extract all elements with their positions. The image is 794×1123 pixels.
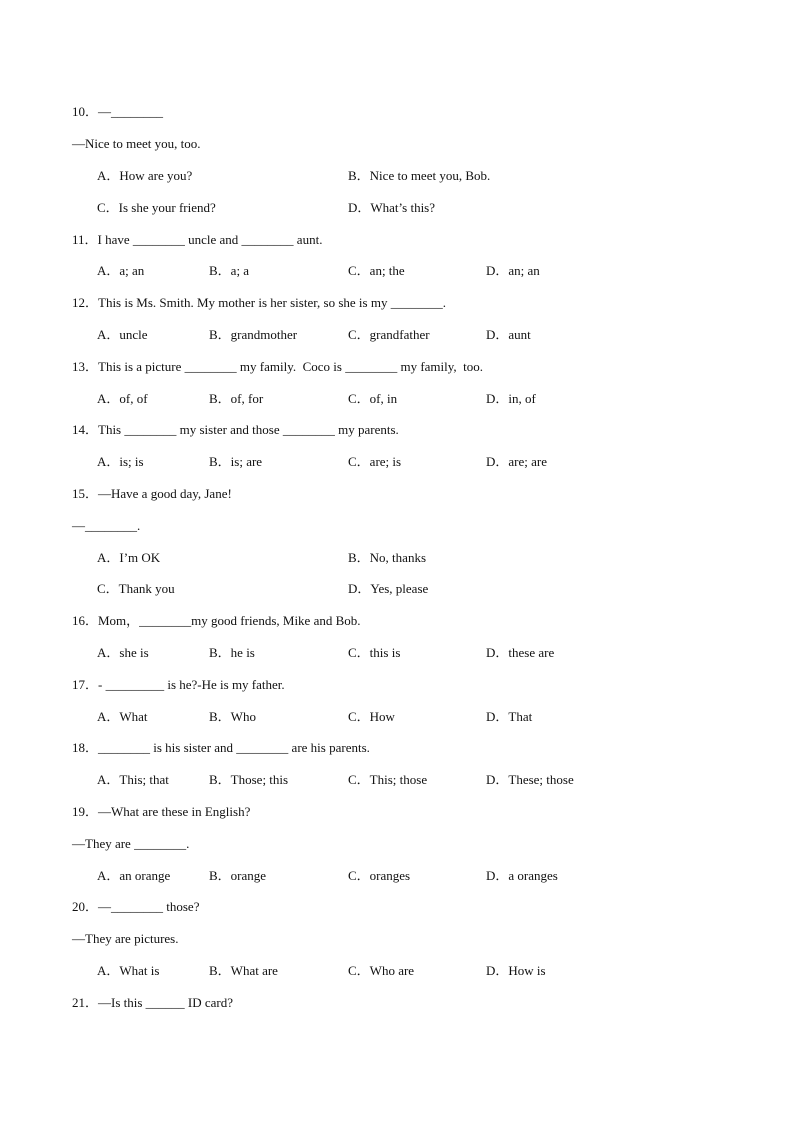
question-14-option-b: B．is; are bbox=[209, 454, 263, 469]
question-21-stem: 21．—Is this ______ ID card? bbox=[72, 995, 234, 1010]
question-10-option-a: A．How are you? bbox=[97, 168, 193, 183]
question-17-option-c: C．How bbox=[348, 709, 395, 724]
question-18-option-c: C．This; those bbox=[348, 772, 428, 787]
question-12-option-c: C．grandfather bbox=[348, 327, 430, 342]
question-19-option-c: C．oranges bbox=[348, 868, 411, 883]
question-19-option-a: A．an orange bbox=[97, 868, 171, 883]
question-15-option-d: D．Yes, please bbox=[348, 581, 429, 596]
question-11-option-d: D．an; an bbox=[486, 263, 540, 278]
question-12-option-d: D．aunt bbox=[486, 327, 531, 342]
question-16-option-c: C．this is bbox=[348, 645, 401, 660]
question-16-stem: 16．Mom，________my good friends, Mike and Bob. bbox=[72, 613, 361, 628]
question-12-option-a: A．uncle bbox=[97, 327, 148, 342]
question-10-stem: 10．—________ bbox=[72, 104, 164, 119]
question-10-option-b: B．Nice to meet you, Bob. bbox=[348, 168, 491, 183]
question-12-option-b: B．grandmother bbox=[209, 327, 298, 342]
question-16-option-a: A．she is bbox=[97, 645, 149, 660]
question-20-stem-reply: —They are pictures. bbox=[72, 931, 179, 946]
question-17-stem: 17．- _________ is he?-He is my father. bbox=[72, 677, 285, 692]
question-10-option-c: C．Is she your friend? bbox=[97, 200, 216, 215]
question-12-stem: 12．This is Ms. Smith. My mother is her sister, so she is my ________. bbox=[72, 295, 446, 310]
question-20-option-a: A．What is bbox=[97, 963, 160, 978]
question-11-option-c: C．an; the bbox=[348, 263, 405, 278]
question-13-stem: 13．This is a picture ________ my family. Coco is ________ my family, too. bbox=[72, 359, 484, 374]
question-15-stem-reply: —________. bbox=[72, 518, 141, 533]
question-13-option-b: B．of, for bbox=[209, 391, 264, 406]
question-17-option-b: B．Who bbox=[209, 709, 256, 724]
question-14-option-a: A．is; is bbox=[97, 454, 144, 469]
question-18-option-d: D．These; those bbox=[486, 772, 574, 787]
question-13-option-a: A．of, of bbox=[97, 391, 148, 406]
question-13-option-c: C．of, in bbox=[348, 391, 398, 406]
question-18-option-a: A．This; that bbox=[97, 772, 169, 787]
question-14-option-d: D．are; are bbox=[486, 454, 547, 469]
question-11-option-b: B．a; a bbox=[209, 263, 250, 278]
question-17-option-d: D．That bbox=[486, 709, 533, 724]
question-20-option-b: B．What are bbox=[209, 963, 278, 978]
question-19-stem: 19．—What are these in English? bbox=[72, 804, 251, 819]
question-16-option-b: B．he is bbox=[209, 645, 255, 660]
question-11-stem: 11．I have ________ uncle and ________ aunt. bbox=[72, 232, 323, 247]
question-16-option-d: D．these are bbox=[486, 645, 555, 660]
question-18-option-b: B．Those; this bbox=[209, 772, 289, 787]
question-19-option-b: B．orange bbox=[209, 868, 267, 883]
question-14-option-c: C．are; is bbox=[348, 454, 402, 469]
question-20-option-d: D．How is bbox=[486, 963, 546, 978]
question-20-option-c: C．Who are bbox=[348, 963, 415, 978]
question-18-stem: 18．________ is his sister and ________ are his parents. bbox=[72, 740, 370, 755]
question-10-stem-reply: —Nice to meet you, too. bbox=[72, 136, 201, 151]
question-15-stem: 15．—Have a good day, Jane! bbox=[72, 486, 232, 501]
question-15-option-b: B．No, thanks bbox=[348, 550, 427, 565]
question-13-option-d: D．in, of bbox=[486, 391, 536, 406]
question-17-option-a: A．What bbox=[97, 709, 148, 724]
question-19-stem-reply: —They are ________. bbox=[72, 836, 190, 851]
question-11-option-a: A．a; an bbox=[97, 263, 145, 278]
question-10-option-d: D．What’s this? bbox=[348, 200, 436, 215]
question-15-option-a: A．I’m OK bbox=[97, 550, 161, 565]
question-15-option-c: C．Thank you bbox=[97, 581, 175, 596]
question-19-option-d: D．a oranges bbox=[486, 868, 558, 883]
question-20-stem: 20．—________ those? bbox=[72, 899, 200, 914]
question-14-stem: 14．This ________ my sister and those ________ my parents. bbox=[72, 422, 399, 437]
